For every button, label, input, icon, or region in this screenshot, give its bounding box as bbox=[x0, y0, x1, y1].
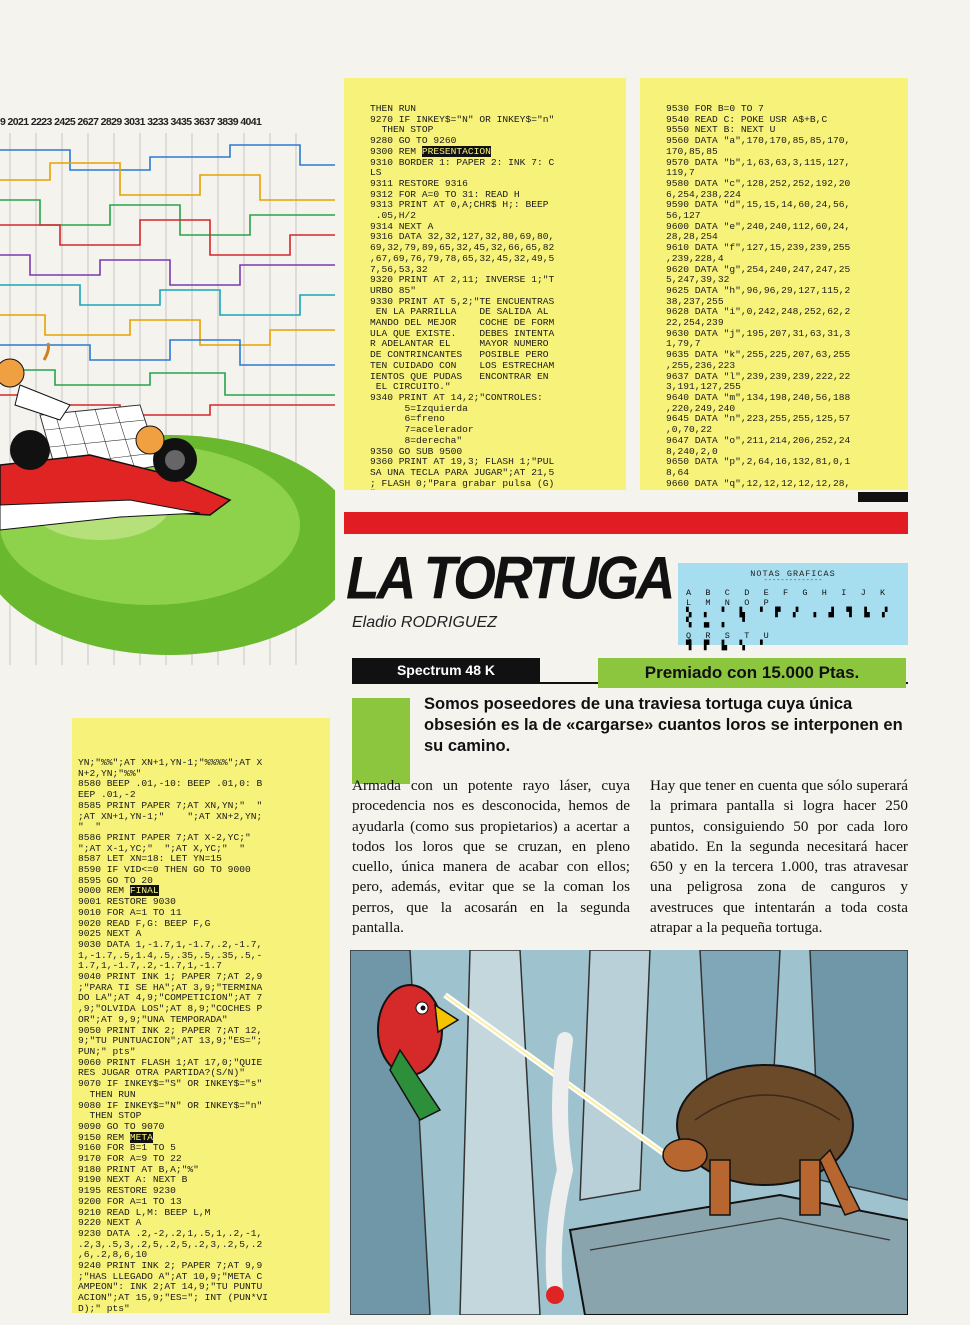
code-line: 9637 DATA "l",239,239,239,222,22 bbox=[666, 370, 851, 382]
code-line: SA UNA TECLA PARA JUGAR";AT 21,5 bbox=[370, 466, 555, 478]
code-line: 9060 PRINT FLASH 1;AT 17,0;"QUIE bbox=[78, 1056, 263, 1068]
article-title: LA TORTUGA bbox=[346, 543, 673, 612]
code-line: 9360 PRINT AT 19,3; FLASH 1;"PUL bbox=[370, 456, 555, 468]
code-line: 9010 FOR A=1 TO 11 bbox=[78, 906, 182, 918]
code-line: 9150 REM META bbox=[78, 1131, 153, 1143]
code-line: 9160 FOR B=1 TO 5 bbox=[78, 1142, 176, 1154]
code-listing-left bbox=[72, 718, 330, 1313]
code-line: 8595 GO TO 20 bbox=[78, 874, 153, 886]
code-line: 9280 GO TO 9260 bbox=[370, 135, 457, 147]
code-line: DO LA";AT 4,9;"COMPETICION";AT 7 bbox=[78, 992, 263, 1004]
code-line: 22,254,239 bbox=[666, 317, 724, 329]
code-line: 9580 DATA "c",128,252,252,192,20 bbox=[666, 177, 851, 189]
code-line: 8585 PRINT PAPER 7;AT XN,YN;" " bbox=[78, 799, 263, 811]
code-line: 9;"TU PUNTUACION";AT 13,9;"ES="; bbox=[78, 1035, 263, 1047]
code-line: 9620 DATA "g",254,240,247,247,25 bbox=[666, 263, 851, 275]
code-line: 9628 DATA "i",0,242,248,252,62,2 bbox=[666, 306, 851, 318]
code-line: 9600 DATA "e",240,240,112,60,24, bbox=[666, 220, 851, 232]
code-line: 9080 IF INKEY$="N" OR INKEY$="n" bbox=[78, 1099, 263, 1111]
code-line: EL CIRCUITO." bbox=[370, 381, 451, 393]
code-line: 9001 RESTORE 9030 bbox=[78, 896, 176, 908]
position-ruler: 9 2021 2223 2425 2627 2829 3031 3233 3435 3637 3839 4041 bbox=[0, 116, 262, 128]
race-graph-svg bbox=[0, 105, 335, 695]
code-line: 6=freno bbox=[370, 413, 445, 425]
code-line: 9180 PRINT AT B,A;"%" bbox=[78, 1163, 199, 1175]
code-line: ,255,236,223 bbox=[666, 359, 736, 371]
code-line bbox=[666, 489, 908, 490]
code-line: 9311 RESTORE 9316 bbox=[370, 177, 468, 189]
code-line: 9660 DATA "q",12,12,12,12,12,28, bbox=[666, 477, 851, 489]
code-line: ;"HAS LLEGADO A";AT 10,9;"META C bbox=[78, 1270, 263, 1282]
body-column-2: Hay que tener en cuenta que sólo superará la primara pantalla si logra hacer 250 puntos, consiguiendo 50 por cada loro abatido. En la segunda necesitará hacer 650 y en la tercera 1.000, tras atravesar una peligrosa zona de canguros y avestruces que intentarán a toda costa atrapar a la pequeña tortuga. bbox=[650, 777, 908, 937]
code-line: 9040 PRINT INK 1; PAPER 7;AT 2,9 bbox=[78, 971, 263, 983]
article-author: Eladio RODRIGUEZ bbox=[352, 614, 497, 631]
code-line: 9560 DATA "a",170,170,85,85,170, bbox=[666, 135, 851, 147]
graphics-notes-title: NOTAS GRAFICAS bbox=[750, 569, 836, 579]
code-line: ,220,249,240 bbox=[666, 402, 736, 414]
code-line: 9630 DATA "j",195,207,31,63,31,3 bbox=[666, 327, 851, 339]
code-line: 9650 DATA "p",2,64,16,132,81,0,1 bbox=[666, 456, 851, 468]
code-highlight: FINAL bbox=[129, 885, 159, 897]
code-line: THEN STOP bbox=[78, 1110, 142, 1122]
code-line: 8580 BEEP .01,-10: BEEP .01,0: B bbox=[78, 778, 263, 790]
code-line: ACION";AT 15,9;"ES="; INT (PUN*VI bbox=[78, 1292, 268, 1304]
code-line: 9316 DATA 32,32,127,32,80,69,80, bbox=[370, 231, 555, 243]
code-line: 9625 DATA "h",96,96,29,127,115,2 bbox=[666, 284, 851, 296]
code-line: .05,H/2 bbox=[370, 210, 417, 222]
code-line: 1,79,7 bbox=[666, 338, 701, 350]
code-line: 9230 DATA .2,-2,.2,1,.5,1,.2,-1, bbox=[78, 1227, 263, 1239]
divider-mark bbox=[858, 492, 908, 502]
code-line: 9540 READ C: POKE USR A$+B,C bbox=[666, 113, 828, 125]
code-line: 9000 REM FINAL bbox=[78, 885, 159, 897]
code-line: 9314 NEXT A bbox=[370, 220, 434, 232]
graphics-notes-letters-row1: A B C D E F G H I J K L M N O P bbox=[686, 588, 890, 608]
red-divider-bar bbox=[344, 512, 908, 534]
code-line: 9590 DATA "d",15,15,14,60,24,56, bbox=[666, 199, 851, 211]
code-line: 9020 READ F,G: BEEP F,G bbox=[78, 917, 211, 929]
code-line: 8586 PRINT PAPER 7;AT X-2,YC;" bbox=[78, 831, 251, 843]
code-line: 9200 FOR A=1 TO 13 bbox=[78, 1195, 182, 1207]
code-line: EN LA PARRILLA DE SALIDA AL bbox=[370, 306, 549, 318]
code-listing-right bbox=[640, 78, 908, 490]
code-line: ULA QUE EXISTE. DEBES INTENTA bbox=[370, 327, 555, 339]
turtle-parrot-illustration bbox=[350, 950, 908, 1315]
code-listing-middle bbox=[344, 78, 626, 490]
code-line: 9240 PRINT INK 2; PAPER 7;AT 9,9 bbox=[78, 1260, 263, 1272]
graphics-notes-glyphs-row2: ▜ ▛ ▙ ▚ ▝ bbox=[686, 641, 767, 651]
code-line: 9312 FOR A=0 TO 31: READ H bbox=[370, 188, 520, 200]
code-line: IENTOS QUE PUDAS ENCONTRAR EN bbox=[370, 370, 549, 382]
platform-label: Spectrum 48 K bbox=[352, 658, 540, 682]
code-line: THEN RUN bbox=[370, 103, 417, 114]
code-line: 9195 RESTORE 9230 bbox=[78, 1185, 176, 1197]
code-line: 28,28,254 bbox=[666, 231, 718, 243]
code-line: ; FLASH 0;"Para grabar pulsa (G) bbox=[370, 477, 555, 489]
code-line: URBO 85" bbox=[370, 284, 417, 296]
code-line: 9210 READ L,M: BEEP L,M bbox=[78, 1206, 211, 1218]
code-line: 9320 PRINT AT 2,11; INVERSE 1;"T bbox=[370, 274, 555, 286]
code-line: R ADELANTAR EL MAYOR NUMERO bbox=[370, 338, 549, 350]
code-line: 9550 NEXT B: NEXT U bbox=[666, 124, 776, 136]
intro-text: Somos poseedores de una traviesa tortuga cuya única obsesión es la de «cargarse» cuantos loros se interponen en su camino. bbox=[424, 695, 903, 755]
code-line: RES JUGAR OTRA PARTIDA?(S/N)" bbox=[78, 1067, 245, 1079]
code-line: 9270 IF INKEY$="N" OR INKEY$="n" bbox=[370, 113, 555, 125]
code-line: 9640 DATA "m",134,198,240,56,188 bbox=[666, 391, 851, 403]
code-line: D);" pts" bbox=[78, 1302, 130, 1313]
code-line: AMPEON": INK 2;AT 14,9;"TU PUNTU bbox=[78, 1281, 263, 1293]
code-line: 9610 DATA "f",127,15,239,239,255 bbox=[666, 242, 851, 254]
code-line: 7,56,53,32 bbox=[370, 263, 428, 275]
graphics-notes-box bbox=[678, 563, 908, 651]
code-line: 9030 DATA 1,-1.7,1,-1.7,.2,-1.7, bbox=[78, 938, 263, 950]
code-line: 6,254,238,224 bbox=[666, 188, 741, 200]
code-line: 8,240,2,0 bbox=[666, 445, 718, 457]
code-line: 8590 IF VID<=0 THEN GO TO 9000 bbox=[78, 864, 251, 876]
code-line: 9635 DATA "k",255,225,207,63,255 bbox=[666, 349, 851, 361]
code-line: 5=Izquierda bbox=[370, 402, 468, 414]
code-line: " " bbox=[78, 821, 102, 833]
code-highlight: PRESENTACION bbox=[421, 145, 491, 157]
code-highlight: META bbox=[129, 1131, 153, 1143]
code-line: 3,191,127,255 bbox=[666, 381, 741, 393]
code-line: 170,85,85 bbox=[666, 145, 718, 157]
code-line: OR";AT 9,9;"UNA TEMPORADA" bbox=[78, 1013, 228, 1025]
code-line: 9330 PRINT AT 5,2;"TE ENCUENTRAS bbox=[370, 295, 555, 307]
code-line: 119,7 bbox=[666, 167, 695, 179]
code-line: 9350 GO SUB 9500 bbox=[370, 445, 463, 457]
code-line: ;"PARA TI SE HA";AT 3,9;"TERMINA bbox=[78, 981, 263, 993]
code-line: 8,64 bbox=[666, 466, 690, 478]
code-line: TEN CUIDADO CON LOS ESTRECHAM bbox=[370, 359, 555, 371]
code-line: ";AT X-1,YC;" ";AT X,YC;" " bbox=[78, 842, 245, 854]
code-line: .2,3,.5,3,.2,5,.2,5,.2,3,.2,5,.2 bbox=[78, 1238, 263, 1250]
code-line: MANDO DEL MEJOR COCHE DE FORM bbox=[370, 317, 555, 329]
graphics-notes-glyphs-row1: ▚ ▖ ▘ ▙ ▝ ▛ ▞ ▗ ▟ ▜ ▙ ▞ ▚ ▄ ▖ ▝ bbox=[686, 608, 891, 628]
code-line: DE CONTRINCANTES POSIBLE PERO bbox=[370, 349, 549, 361]
graphics-notes-underline: -------------- bbox=[763, 577, 823, 585]
graphics-notes-letters-row2: Q R S T U bbox=[686, 631, 774, 641]
prize-label: Premiado con 15.000 Ptas. bbox=[598, 658, 906, 688]
code-line: ;AT XN+1,YN-1;" ";AT XN+2,YN; bbox=[78, 810, 263, 822]
code-line: LS bbox=[370, 167, 382, 179]
code-line: 8=derecha" bbox=[370, 434, 463, 446]
code-line: 9645 DATA "n",223,255,255,125,57 bbox=[666, 413, 851, 425]
code-line bbox=[370, 489, 626, 490]
code-line: 9050 PRINT INK 2; PAPER 7;AT 12, bbox=[78, 1024, 263, 1036]
code-line: PUN;" pts" bbox=[78, 1045, 136, 1057]
code-line: 9530 FOR B=0 TO 7 bbox=[666, 103, 764, 114]
code-line: 9300 REM PRESENTACION bbox=[370, 145, 491, 157]
code-line: THEN RUN bbox=[78, 1088, 136, 1100]
code-line: THEN STOP bbox=[370, 124, 434, 136]
code-line: ,239,228,4 bbox=[666, 252, 724, 264]
code-line: 5,247,39,32 bbox=[666, 274, 730, 286]
code-line: YN;"%%";AT XN+1,YN-1;"%%%%";AT X bbox=[78, 757, 263, 768]
code-line: 7=acelerador bbox=[370, 424, 474, 436]
code-line: N+2,YN;"%%" bbox=[78, 767, 142, 779]
body-column-1: Armada con un potente rayo láser, cuya procedencia nos es desconocida, hemos de ayudarla (como sus propietarios) a acertar a todos los loros que se cruzan, en pleno cuello, única manera de acabar con ellos; pero, además, evitar que se la coman los perros, que la acosarán en la segunda pantalla. bbox=[352, 777, 630, 937]
code-line: EEP .01,-2 bbox=[78, 789, 136, 801]
code-line: 9313 PRINT AT 0,A;CHR$ H;: BEEP bbox=[370, 199, 549, 211]
code-line: 9310 BORDER 1: PAPER 2: INK 7: C bbox=[370, 156, 555, 168]
race-illustration bbox=[0, 105, 335, 695]
code-line: 56,127 bbox=[666, 210, 701, 222]
code-line: 9220 NEXT A bbox=[78, 1217, 142, 1229]
code-line: 9025 NEXT A bbox=[78, 928, 142, 940]
code-line: 9570 DATA "b",1,63,63,3,115,127, bbox=[666, 156, 851, 168]
code-line: ,9;"OLVIDA LOS";AT 8,9;"COCHES P bbox=[78, 1003, 263, 1015]
code-line: 1,-1.7,.5,1.4,.5,.35,.5,.35,.5,- bbox=[78, 949, 263, 961]
code-line: ,0,70,22 bbox=[666, 424, 713, 436]
code-line: ,6,.2,8,6,10 bbox=[78, 1249, 148, 1261]
code-line: 9070 IF INKEY$="S" OR INKEY$="s" bbox=[78, 1078, 263, 1090]
turtle-scene-svg bbox=[350, 950, 908, 1315]
code-line: 9340 PRINT AT 14,2;"CONTROLES: bbox=[370, 391, 543, 403]
code-line: 69,32,79,89,65,32,45,32,66,65,82 bbox=[370, 242, 555, 254]
code-line: 9190 NEXT A: NEXT B bbox=[78, 1174, 188, 1186]
code-line: 1.7,1,-1.7,.2,-1.7,1,-1.7 bbox=[78, 960, 222, 972]
code-line: 38,237,255 bbox=[666, 295, 724, 307]
code-line: 9647 DATA "o",211,214,206,252,24 bbox=[666, 434, 851, 446]
code-line: ,67,69,76,79,78,65,32,45,32,49,5 bbox=[370, 252, 555, 264]
code-line: 8587 LET XN=18: LET YN=15 bbox=[78, 853, 222, 865]
code-line: 9170 FOR A=9 TO 22 bbox=[78, 1153, 182, 1165]
code-line: 9090 GO TO 9070 bbox=[78, 1120, 165, 1132]
intro-green-square bbox=[352, 698, 410, 784]
